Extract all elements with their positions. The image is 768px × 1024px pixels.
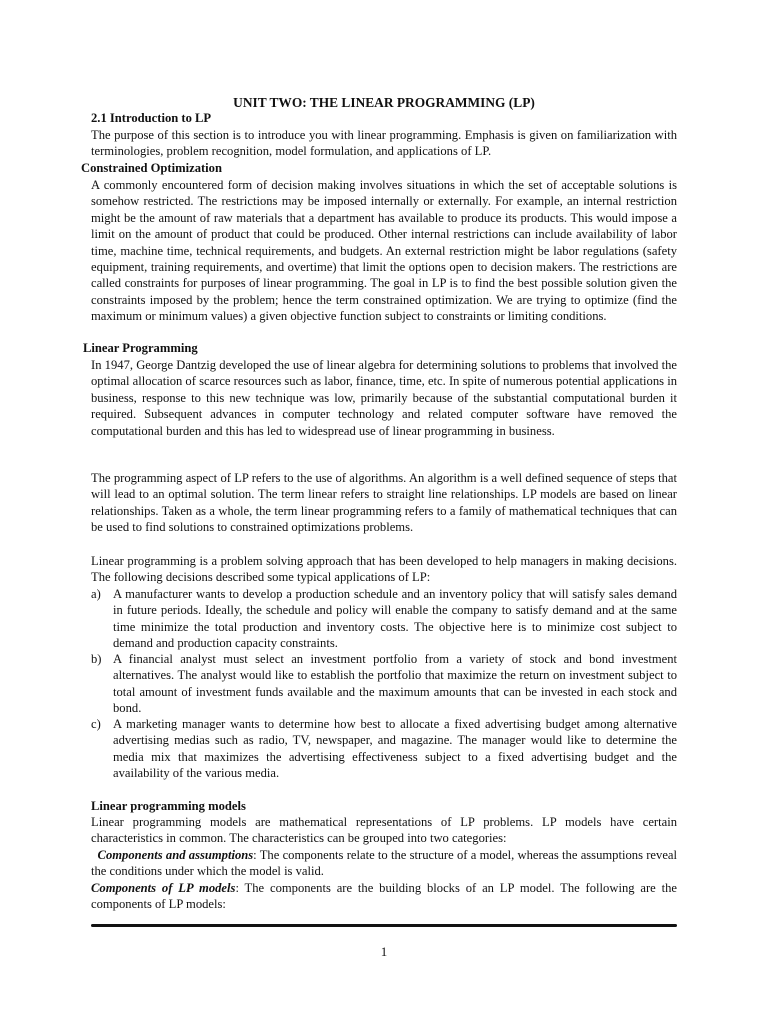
- components-assumptions-paragraph: [91, 847, 677, 880]
- footer-rule: [91, 924, 677, 927]
- components-paragraph: [91, 880, 677, 913]
- list-item: [91, 716, 677, 782]
- section-heading-constrained-optimization: Constrained Optimization: [81, 161, 222, 175]
- components-assumptions-text: : The components relate to the structure of a model, whereas the assumptions reveal the conditions under which the model is valid.: [91, 848, 677, 879]
- section-heading-intro: 2.1 Introduction to LP: [91, 111, 212, 125]
- list-marker: c): [91, 717, 101, 731]
- page-title: UNIT TWO: THE LINEAR PROGRAMMING (LP): [233, 95, 535, 110]
- page-number: 1: [380, 944, 388, 959]
- linear-programming-paragraph-1: In 1947, George Dantzig developed the use of linear algebra for determining solutions to problems that involved the optimal allocation of scarce resources such as labor, finance, time, etc. In spite of numerous potential applications in business, response to this new technique was low, primarily because of the substantial computational burden it required. Subsequent advances in computer technology and related computer software have removed the computational burden and this has led to widespread use of linear programming in business.: [91, 358, 677, 438]
- linear-programming-paragraph-3: Linear programming is a problem solving approach that has been developed to help managers in making decisions. The following decisions described some typical applications of LP:: [91, 554, 677, 585]
- lp-models-paragraph: Linear programming models are mathematical representations of LP problems. LP models have certain characteristics in common. The characteristics can be grouped into two categories:: [91, 815, 677, 846]
- section-heading-lp-models: Linear programming models: [91, 799, 246, 813]
- list-item: [91, 651, 677, 717]
- components-label: Components of LP models: [91, 881, 236, 895]
- constrained-optimization-paragraph: A commonly encountered form of decision making involves situations in which the set of acceptable solutions is somehow restricted. The restrictions may be imposed internally or externally. For example, an internal restriction might be the amount of raw materials that a department has available to produce its products. This would impose a limit on the amount of product that could be produced. Other internal restrictions can include availability of labor time, machine time, technical requirements, and budgets. An external restriction might be labor regulations (safety equipment, training requirements, and overtime) that limit the options open to decision makers. The restrictions are called constraints for purposes of linear programming. The goal in LP is to find the best possible solution given the constraints imposed by the problem; hence the term constrained optimization. We are trying to optimize (find the maximum or minimum values) a given objective function subject to constraints or limiting conditions.: [91, 178, 677, 324]
- intro-paragraph: The purpose of this section is to introduce you with linear programming. Emphasis is given on familiarization with terminologies, problem recognition, model formulation, and applications of LP.: [91, 128, 677, 159]
- linear-programming-paragraph-2: The programming aspect of LP refers to the use of algorithms. An algorithm is a well defined sequence of steps that will lead to an optimal solution. The term linear refers to straight line relationships. LP models are based on linear relationships. Taken as a whole, the term linear programming refers to a family of mathematical techniques that can be used to find solutions to constrained optimizations problems.: [91, 471, 677, 535]
- list-text: A marketing manager wants to determine how best to allocate a fixed advertising budget among alternative advertising medias such as radio, TV, newspaper, and magazine. The manager would like to determine the media mix that maximizes the advertising effectiveness subject to a fixed advertising budget and the availability of the various media.: [113, 717, 677, 781]
- list-text: A financial analyst must select an investment portfolio from a variety of stock and bond investment alternatives. The analyst would like to establish the portfolio that maximize the return on investment subject to total amount of investment funds available and the maximum amounts that can be invested in each stock and bond.: [113, 652, 677, 716]
- components-assumptions-label: Components and assumptions: [97, 848, 254, 862]
- list-text: A manufacturer wants to develop a production schedule and an inventory policy that will satisfy sales demand in future periods. Ideally, the schedule and policy will enable the company to satisfy demand and at the same time minimize the total production and inventory costs. The objective here is to minimize cost subject to demand and production capacity constraints.: [113, 587, 677, 651]
- components-text: : The components are the building blocks of an LP model. The following are the components of LP models:: [91, 881, 677, 912]
- list-item: [91, 586, 677, 652]
- list-marker: b): [91, 652, 102, 666]
- section-heading-linear-programming: Linear Programming: [83, 341, 198, 355]
- list-marker: a): [91, 587, 101, 601]
